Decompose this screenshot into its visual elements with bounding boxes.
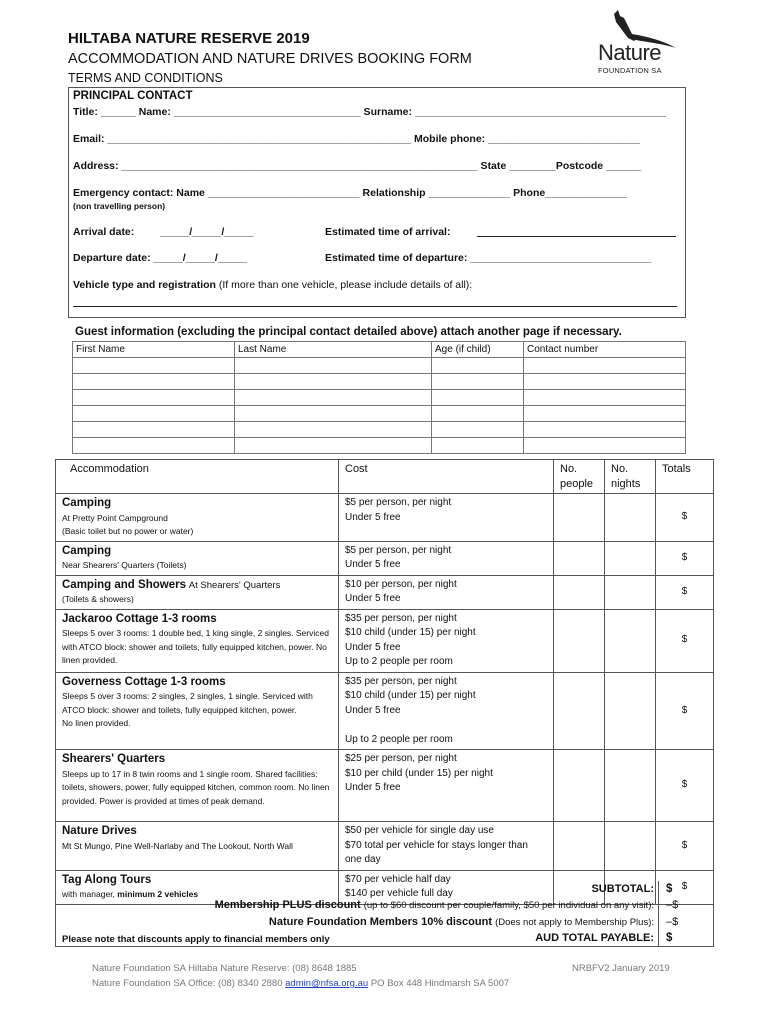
plus-discount-value[interactable]: –$	[666, 899, 679, 911]
people-input[interactable]	[554, 575, 605, 609]
accommodation-description	[62, 593, 332, 607]
footer-email-link[interactable]: admin@nfsa.org.au	[285, 978, 369, 989]
people-input[interactable]	[554, 494, 605, 542]
row-total[interactable]: $	[656, 822, 714, 871]
guest-row[interactable]	[73, 390, 686, 406]
accommodation-title	[62, 578, 332, 594]
accommodation-row	[56, 609, 714, 672]
accommodation-cell	[56, 672, 339, 750]
accommodation-row	[56, 672, 714, 750]
col-age: Age (if child)	[432, 342, 524, 358]
col-totals: Totals	[656, 460, 714, 494]
nights-input[interactable]	[605, 575, 656, 609]
accommodation-title-text: Shearers' Quarters	[62, 753, 166, 765]
guest-row[interactable]	[73, 358, 686, 374]
people-input[interactable]	[554, 609, 605, 672]
accommodation-description-text: Sleeps up to 17 in 8 twin rooms and 1 single room. Shared facilities: toilets, showers, power, fully equipped kitchen, common room. No linen provided. Power is provided at times of peak demand.	[62, 768, 330, 806]
nights-input[interactable]	[605, 822, 656, 871]
plus-discount-note: (up to $60 discount per couple/family, $50 per individual on any visit):	[363, 900, 654, 911]
accommodation-row	[56, 541, 714, 575]
accommodation-title-text: Camping	[62, 497, 112, 509]
accommodation-cell	[56, 575, 339, 609]
accommodation-cell	[56, 609, 339, 672]
accommodation-row	[56, 822, 714, 871]
people-input[interactable]	[554, 541, 605, 575]
vehicle-row	[73, 279, 472, 291]
accommodation-cost: $25 per person, per night $10 per child (under 15) per night Under 5 free	[339, 750, 554, 822]
people-input[interactable]	[554, 750, 605, 822]
guest-row[interactable]	[73, 406, 686, 422]
arrival-label: Arrival date:	[73, 226, 135, 238]
totals-divider	[658, 881, 659, 947]
email-mobile-fields[interactable]: Email: ____________________________________________________ Mobile phone: __________________________	[73, 133, 640, 145]
accommodation-title	[62, 544, 332, 560]
members-discount-row	[269, 916, 654, 928]
col-last-name: Last Name	[235, 342, 432, 358]
row-total[interactable]: $	[656, 575, 714, 609]
accommodation-description-text: Mt St Mungo, Pine Well-Narlaby and The Lookout, North Wall	[62, 840, 293, 851]
accommodation-title-text: Governess Cottage 1-3 rooms	[62, 675, 226, 688]
accommodation-cell	[56, 494, 339, 542]
vehicle-field[interactable]	[73, 296, 677, 307]
accommodation-title	[62, 824, 332, 840]
footer-form-code: NRBFV2 January 2019	[572, 963, 670, 974]
emergency-note: (non travelling person)	[73, 201, 166, 211]
accommodation-description	[62, 840, 332, 854]
discount-note: Please note that discounts apply to financial members only	[62, 934, 330, 945]
footer-office	[92, 978, 509, 989]
col-accommodation: Accommodation	[56, 460, 339, 494]
accommodation-description	[62, 512, 332, 539]
accommodation-description-text: Near Shearers' Quarters (Toilets)	[62, 560, 187, 570]
logo-subtext: FOUNDATION SA	[598, 66, 662, 75]
accommodation-cell	[56, 541, 339, 575]
accommodation-title-text: Camping and Showers	[62, 578, 186, 591]
guest-row[interactable]	[73, 374, 686, 390]
accommodation-title	[62, 496, 332, 512]
plus-discount-row	[215, 899, 654, 911]
nights-input[interactable]	[605, 750, 656, 822]
accommodation-cost: $35 per person, per night $10 child (under 15) per night Under 5 free Up to 2 people per room	[339, 609, 554, 672]
accommodation-title-text: Tag Along Tours	[62, 873, 152, 886]
footer-po-box: PO Box 448 Hindmarsh SA 5007	[370, 978, 510, 989]
vehicle-note: (If more than one vehicle, please include details of all):	[218, 279, 473, 291]
accommodation-row	[56, 750, 714, 822]
row-total[interactable]: $	[656, 870, 714, 904]
people-input[interactable]	[554, 822, 605, 871]
accommodation-row	[56, 494, 714, 542]
subtotal-value[interactable]: $	[666, 883, 673, 895]
accommodation-description	[62, 768, 332, 809]
arrival-time-label: Estimated time of arrival:	[325, 226, 451, 238]
departure-time-field[interactable]: Estimated time of departure: _______________________________	[325, 252, 652, 264]
col-first-name: First Name	[73, 342, 235, 358]
col-nights: No. nights	[605, 460, 656, 494]
row-total[interactable]: $	[656, 494, 714, 542]
form-subtitle: ACCOMMODATION AND NATURE DRIVES BOOKING FORM	[68, 51, 472, 67]
row-total[interactable]: $	[656, 672, 714, 750]
subtotal-label: SUBTOTAL:	[591, 883, 654, 895]
nights-input[interactable]	[605, 609, 656, 672]
departure-date-field[interactable]: Departure date: _____/_____/_____	[73, 252, 247, 264]
accommodation-cost: $5 per person, per night Under 5 free	[339, 494, 554, 542]
nights-input[interactable]	[605, 541, 656, 575]
row-total[interactable]: $	[656, 541, 714, 575]
row-total[interactable]: $	[656, 609, 714, 672]
accommodation-title	[62, 675, 332, 691]
guest-table	[72, 341, 686, 454]
accommodation-title	[62, 752, 332, 768]
accommodation-description-text: with manager,	[62, 889, 118, 899]
logo-wordmark: Nature	[598, 40, 662, 65]
guest-info-heading: Guest information (excluding the principal contact detailed above) attach another page if necessary.	[75, 326, 622, 338]
members-discount-label: Nature Foundation Members 10% discount	[268, 916, 492, 928]
members-discount-value[interactable]: –$	[666, 916, 679, 928]
accommodation-header	[56, 460, 714, 494]
col-contact: Contact number	[524, 342, 686, 358]
terms-link[interactable]: TERMS AND CONDITIONS	[68, 71, 223, 85]
emergency-contact-fields[interactable]: Emergency contact: Name __________________________ Relationship ______________ Phone______________	[73, 187, 627, 199]
accommodation-description-text: At Pretty Point Campground (Basic toilet but no power or water)	[62, 512, 194, 536]
accommodation-description-text: Sleeps 5 over 3 rooms: 2 singles, 2 singles, 1 single. Serviced with ATCO block: shower and toilets, fully equipped kitchen, power. No linen provided.	[62, 691, 313, 728]
total-payable-value[interactable]: $	[666, 932, 673, 944]
accommodation-title-text: Camping	[62, 544, 112, 557]
accommodation-row	[56, 575, 714, 609]
nights-input[interactable]	[605, 672, 656, 750]
accommodation-cost: $50 per vehicle for single day use $70 total per vehicle for stays longer than one day	[339, 822, 554, 871]
accommodation-table	[55, 459, 714, 905]
arrival-time-field[interactable]	[477, 226, 676, 237]
arrival-date-field[interactable]: _____/_____/_____	[160, 226, 254, 238]
accommodation-cost: $35 per person, per night $10 child (under 15) per night Under 5 free Up to 2 people per room	[339, 672, 554, 750]
vehicle-label: Vehicle type and registration	[73, 279, 216, 291]
footer-reserve-phone: Nature Foundation SA Hiltaba Nature Reserve: (08) 8648 1885	[92, 963, 357, 974]
guest-table-header	[73, 342, 686, 358]
footer-office-phone: Nature Foundation SA Office: (08) 8340 2880	[92, 978, 283, 989]
accommodation-description-text: Sleeps 5 over 3 rooms: 1 double bed, 1 king single, 2 singles. Serviced with ATCO block: shower and toilets, fully equipped kitchen, power. No linen provided.	[62, 628, 329, 665]
col-people: No. people	[554, 460, 605, 494]
accommodation-cell	[56, 750, 339, 822]
form-title: HILTABA NATURE RESERVE 2019	[68, 30, 310, 47]
plus-discount-label: Membership PLUS discount	[214, 899, 361, 911]
guest-row[interactable]	[73, 438, 686, 454]
guest-row[interactable]	[73, 422, 686, 438]
accommodation-cost: $5 per person, per night Under 5 free	[339, 541, 554, 575]
people-input[interactable]	[554, 672, 605, 750]
accommodation-cost: $70 per vehicle half day $140 per vehicle full day	[339, 870, 554, 904]
accommodation-description	[62, 627, 332, 668]
accommodation-cell	[56, 822, 339, 871]
title-name-surname-fields[interactable]: Title: ______ Name: ________________________________ Surname: ___________________________________________	[73, 106, 667, 118]
accommodation-cost: $10 per person, per night Under 5 free	[339, 575, 554, 609]
row-total[interactable]: $	[656, 750, 714, 822]
accommodation-description-bold: minimum 2 vehicles	[117, 889, 199, 899]
address-fields[interactable]: Address: _____________________________________________________________ State ________Postcode ______	[73, 160, 642, 172]
nights-input[interactable]	[605, 494, 656, 542]
total-payable-label: AUD TOTAL PAYABLE:	[535, 932, 654, 944]
members-discount-note: (Does not apply to Membership Plus):	[495, 917, 654, 928]
accommodation-description-text: (Toilets & showers)	[62, 594, 134, 604]
principal-contact-heading: PRINCIPAL CONTACT	[73, 90, 193, 102]
accommodation-description	[62, 690, 332, 731]
accommodation-title-note: At Shearers' Quarters	[188, 579, 281, 591]
accommodation-title	[62, 612, 332, 628]
accommodation-description	[62, 559, 332, 573]
accommodation-title-text: Nature Drives	[62, 825, 137, 837]
col-cost: Cost	[339, 460, 554, 494]
accommodation-title-text: Jackaroo Cottage 1-3 rooms	[62, 612, 217, 625]
